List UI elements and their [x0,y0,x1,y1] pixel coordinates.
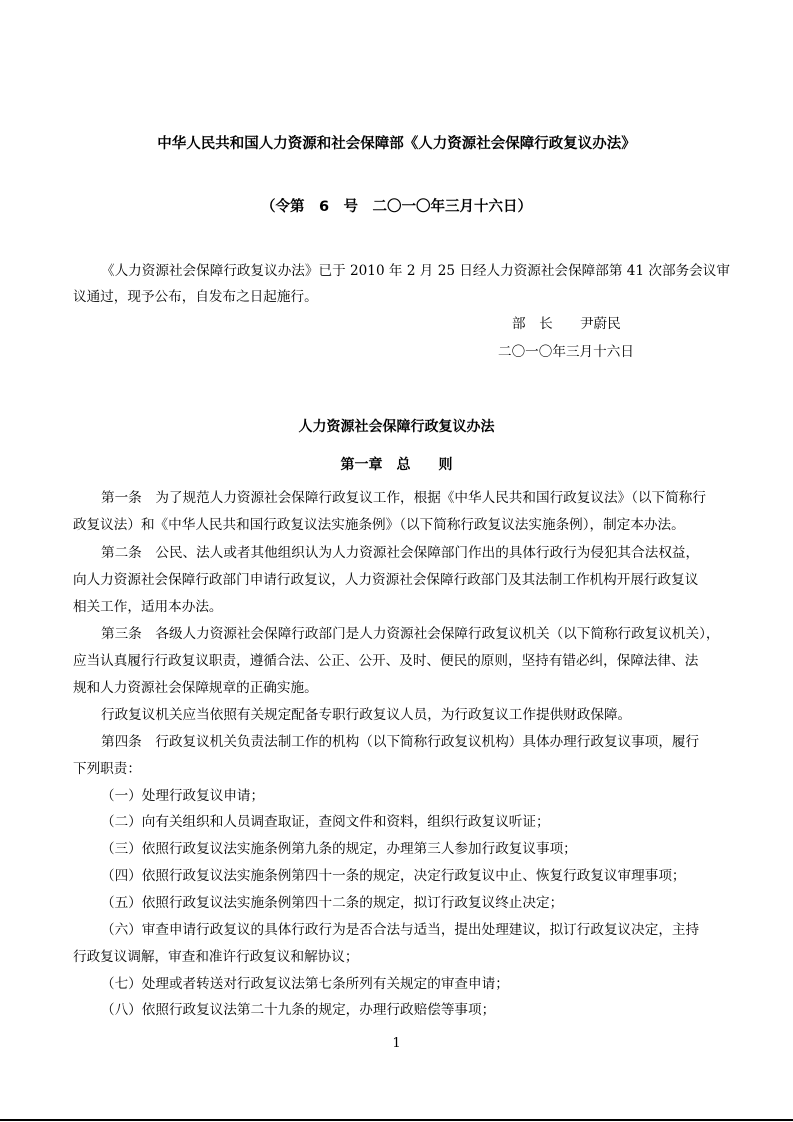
law-title: 人力资源社会保障行政复议办法 [298,419,495,435]
text-line: 第二条 公民、法人或者其他组织认为人力资源社会保障部门作出的具体行政行为侵犯其合法权益， [101,545,700,561]
text-line: 第三条 各级人力资源社会保障行政部门是人力资源社会保障行政复议机关（以下简称行政复议机关）， [101,626,720,642]
text-line: （二）向有关组织和人员调查取证，查阅文件和资料，组织行政复议听证； [101,814,550,830]
bottom-rule [0,1119,793,1121]
text-line: （四）依照行政复议法实施条例第四十一条的规定，决定行政复议中止、恢复行政复议审理事项； [101,868,686,884]
chapter-heading: 第一章 总 则 [340,457,453,473]
text-line: 下列职责： [73,761,141,777]
text-line: （五）依照行政复议法实施条例第四十二条的规定，拟订行政复议终止决定； [101,895,564,911]
text-line: 行政复议调解，审查和准许行政复议和解协议； [73,949,359,965]
text-line: 应当认真履行行政复议职责，遵循合法、公正、公开、及时、便民的原则，坚持有错必纠，保障法律、法 [73,653,699,669]
order-number: （令第 6 号 二〇一〇年三月十六日） [260,199,533,215]
document-title: 中华人民共和国人力资源和社会保障部《人力资源社会保障行政复议办法》 [157,136,636,152]
text-line: 向人力资源社会保障行政部门申请行政复议，人力资源社会保障行政部门及其法制工作机构开展行政复议 [73,572,699,588]
text-line: 第四条 行政复议机关负责法制工作的机构（以下简称行政复议机构）具体办理行政复议事项，履行 [101,734,700,750]
text-line: （一）处理行政复议申请； [101,788,265,804]
text-line: 行政复议机关应当依照有关规定配备专职行政复议人员，为行政复议工作提供财政保障。 [101,707,632,723]
text-line: 规和人力资源社会保障规章的正确实施。 [73,680,318,696]
text-line: 相关工作，适用本办法。 [73,599,223,615]
text-line: （七）处理或者转送对行政复议法第七条所列有关规定的审查申请； [101,976,509,992]
page-number: 1 [392,1036,401,1051]
signatory: 部 长 尹蔚民 [512,316,621,332]
text-line: （八）依照行政复议法第二十九条的规定，办理行政赔偿等事项； [101,1002,496,1018]
text-line: （六）审查申请行政复议的具体行政行为是否合法与适当，提出处理建议，拟订行政复议决定，主持 [101,922,700,938]
intro-line-2: 议通过，现予公布，自发布之日起施行。 [73,289,318,305]
intro-line-1: 《人力资源社会保障行政复议办法》已于 2010 年 2 月 25 日经人力资源社会保障部第 41 次部务会议审 [101,263,730,279]
text-line: 政复议法）和《中华人民共和国行政复议法实施条例》（以下简称行政复议法实施条例），制定本办法。 [73,517,685,533]
sign-date: 二〇一〇年三月十六日 [498,344,634,360]
text-line: （三）依照行政复议法实施条例第九条的规定，办理第三人参加行政复议事项； [101,841,577,857]
text-line: 第一条 为了规范人力资源社会保障行政复议工作，根据《中华人民共和国行政复议法》（以下简称行 [101,490,706,506]
